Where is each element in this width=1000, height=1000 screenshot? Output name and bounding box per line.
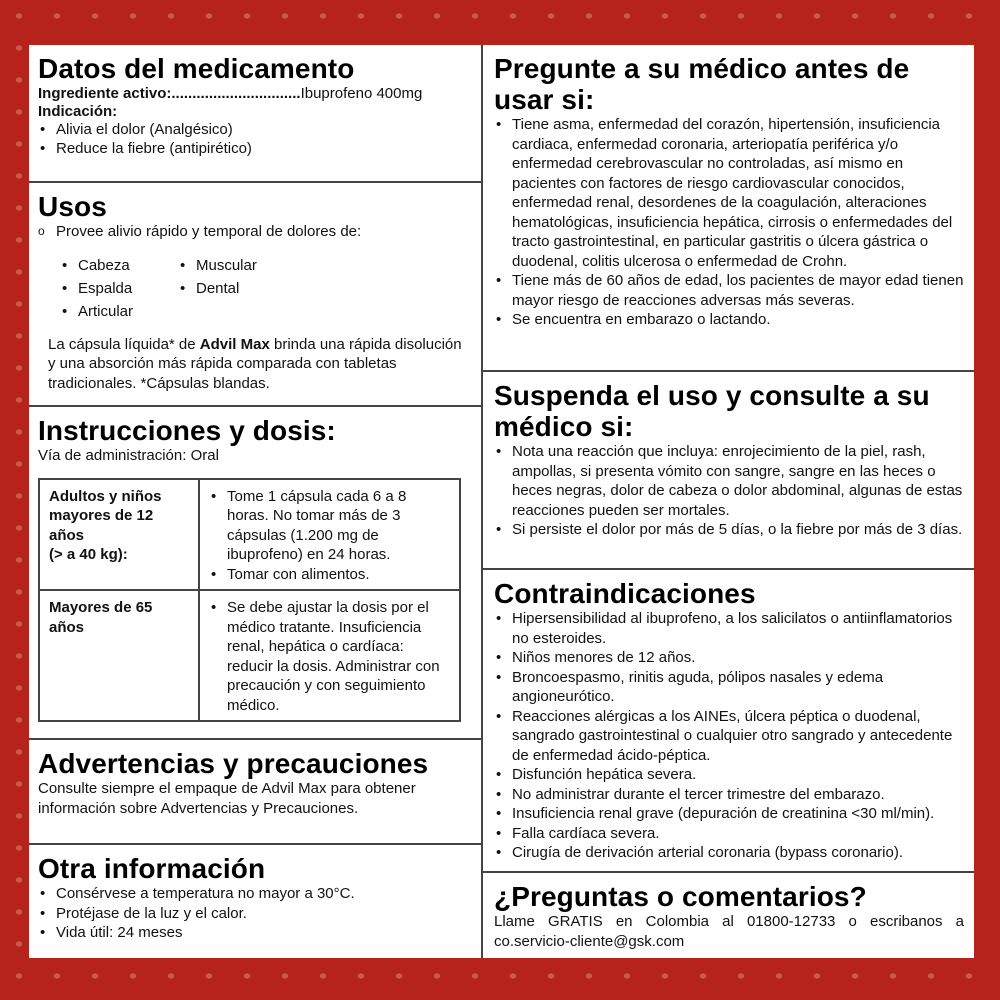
list-item: • Tomar con alimentos. — [209, 565, 451, 585]
heading-suspenda: Suspenda el uso y consulte a su médico si: — [494, 380, 930, 442]
heading-usos: Usos — [38, 191, 107, 222]
list-item: • Muscular — [178, 254, 257, 277]
list-item: • Vida útil: 24 meses — [38, 923, 471, 943]
drug-facts-panel — [29, 45, 974, 958]
section-contraindicaciones — [483, 570, 974, 873]
heading-datos: Datos del medicamento — [38, 53, 355, 84]
section-preguntas — [483, 873, 974, 958]
pain-types — [60, 254, 471, 323]
list-item: • Cabeza — [60, 254, 160, 277]
list-item: • Consérvese a temperatura no mayor a 30°C. — [38, 884, 471, 904]
list-item: • Reduce la fiebre (antipirético) — [38, 139, 471, 159]
active-ingredient — [38, 84, 471, 104]
brand-name: Advil Max — [199, 335, 270, 353]
advertencias-text: Consulte siempre el empaque de Advil Max para obtener información sobre Advertencias y Precauciones. — [38, 780, 416, 817]
dosage-instructions — [199, 479, 460, 591]
pain-col-1 — [60, 254, 160, 323]
pain-col-2 — [178, 254, 257, 323]
list-item: • Dental — [178, 277, 257, 300]
table-row — [39, 479, 460, 591]
usos-description — [48, 335, 471, 394]
list-item: • Si persiste el dolor por más de 5 días, o la fiebre por más de 3 días. — [494, 520, 964, 540]
list-item: • Espalda — [60, 277, 160, 300]
list-item: o Provee alivio rápido y temporal de dolores de: — [38, 222, 471, 242]
list-item: • Broncoespasmo, rinitis aguda, pólipos nasales y edema angioneurótico. — [494, 668, 964, 707]
list-item: • Se encuentra en embarazo o lactando. — [494, 310, 964, 330]
list-item: • Falla cardíaca severa. — [494, 824, 964, 844]
text: (> a 40 kg): — [49, 546, 128, 563]
dosage-instructions — [199, 590, 460, 721]
suspenda-list — [494, 442, 964, 540]
list-item: • No administrar durante el tercer trimestre del embarazo. — [494, 785, 964, 805]
list-item: • Nota una reacción que incluya: enrojecimiento de la piel, rash, ampollas, si presenta vómito con sangre, sangre en las heces o heces negras, dolor de cabeza o dolor abdominal, algunas de estas reacciones pueden ser mortales. — [494, 442, 964, 520]
ingredient-dots: ............................... — [171, 85, 301, 102]
dosage-table — [38, 478, 461, 723]
section-usos — [29, 183, 483, 407]
ingredient-value: Ibuprofeno 400mg — [300, 85, 423, 102]
usos-intro-list — [38, 222, 471, 242]
section-pregunte — [483, 45, 974, 372]
list-item: • Tiene asma, enfermedad del corazón, hipertensión, insuficiencia cardiaca, enfermedad coronaria, arteriopatía periférica y/o enfermedad cerebrovascular no controladas, así mismo en pacientes con factores de riesgo cardiovascular conocidos, enfermedad renal, desordenes de la coagulación, alteraciones hematológicas, insuficiencia hepática, cirrosis o enfermedades del tracto gastrointestinal, en particular gastritis o úlcera gástrica o duodenal, colitis ulcerosa o enfermedad de Crohn. — [494, 115, 964, 271]
text: brinda una rápida disolución y una absorción más rápida comparada con tabletas tradicionales. *Cápsulas blandas. — [48, 335, 462, 392]
dosage-group — [39, 479, 199, 591]
section-suspenda — [483, 372, 974, 570]
indicacion-list — [38, 120, 471, 159]
list-item: • Cirugía de derivación arterial coronaria (bypass coronario). — [494, 843, 964, 863]
list-item: • Protéjase de la luz y el calor. — [38, 904, 471, 924]
text: La cápsula líquida* de — [48, 335, 200, 353]
ingredient-label: Ingrediente activo: — [38, 85, 172, 102]
heading-preguntas: ¿Preguntas o comentarios? — [494, 881, 867, 912]
list-item: • Tiene más de 60 años de edad, los pacientes de mayor edad tienen mayor riesgo de reacciones adversas más severas. — [494, 271, 964, 310]
text: Adultos y niños mayores de 12 años — [49, 487, 162, 544]
list-item: • Tome 1 cápsula cada 6 a 8 horas. No tomar más de 3 cápsulas (1.200 mg de ibuprofeno) en 24 horas. — [209, 487, 451, 565]
section-instrucciones — [29, 407, 483, 740]
section-otra — [29, 845, 483, 958]
list-item: • Disfunción hepática severa. — [494, 765, 964, 785]
contact-text: Llame GRATIS en Colombia al 01800-12733 o escribanos a co.servicio-cliente@gsk.com — [494, 913, 964, 950]
list-item: • Articular — [60, 300, 160, 323]
heading-instrucciones: Instrucciones y dosis: — [38, 415, 336, 446]
indicacion-label: Indicación: — [38, 102, 118, 120]
pregunte-list — [494, 115, 964, 330]
list-item: • Hipersensibilidad al ibuprofeno, a los salicilatos o antiinflamatorios no esteroides. — [494, 609, 964, 648]
heading-contraindicaciones: Contraindicaciones — [494, 578, 756, 609]
list-item: • Se debe ajustar la dosis por el médico tratante. Insuficiencia renal, hepática o cardíaca: reducir la dosis. Administrar con precaución y con seguimiento médico. — [209, 598, 451, 715]
heading-advertencias: Advertencias y precauciones — [38, 748, 429, 779]
list-item: • Alivia el dolor (Analgésico) — [38, 120, 471, 140]
via-administracion: Vía de administración: Oral — [38, 447, 219, 464]
table-row — [39, 590, 460, 721]
dosage-group: Mayores de 65 años — [39, 590, 199, 721]
list-item: • Niños menores de 12 años. — [494, 648, 964, 668]
heading-otra: Otra información — [38, 853, 266, 884]
heading-pregunte: Pregunte a su médico antes de usar si: — [494, 53, 910, 115]
section-advertencias — [29, 740, 483, 845]
section-datos — [29, 45, 483, 183]
otra-list — [38, 884, 471, 943]
list-item: • Insuficiencia renal grave (depuración de creatinina <30 ml/min). — [494, 804, 964, 824]
contra-list — [494, 609, 964, 863]
list-item: • Reacciones alérgicas a los AINEs, úlcera péptica o duodenal, sangrado gastrointestinal o cualquier otro sangrado y antecedente de enfermedad ácido-péptica. — [494, 707, 964, 766]
